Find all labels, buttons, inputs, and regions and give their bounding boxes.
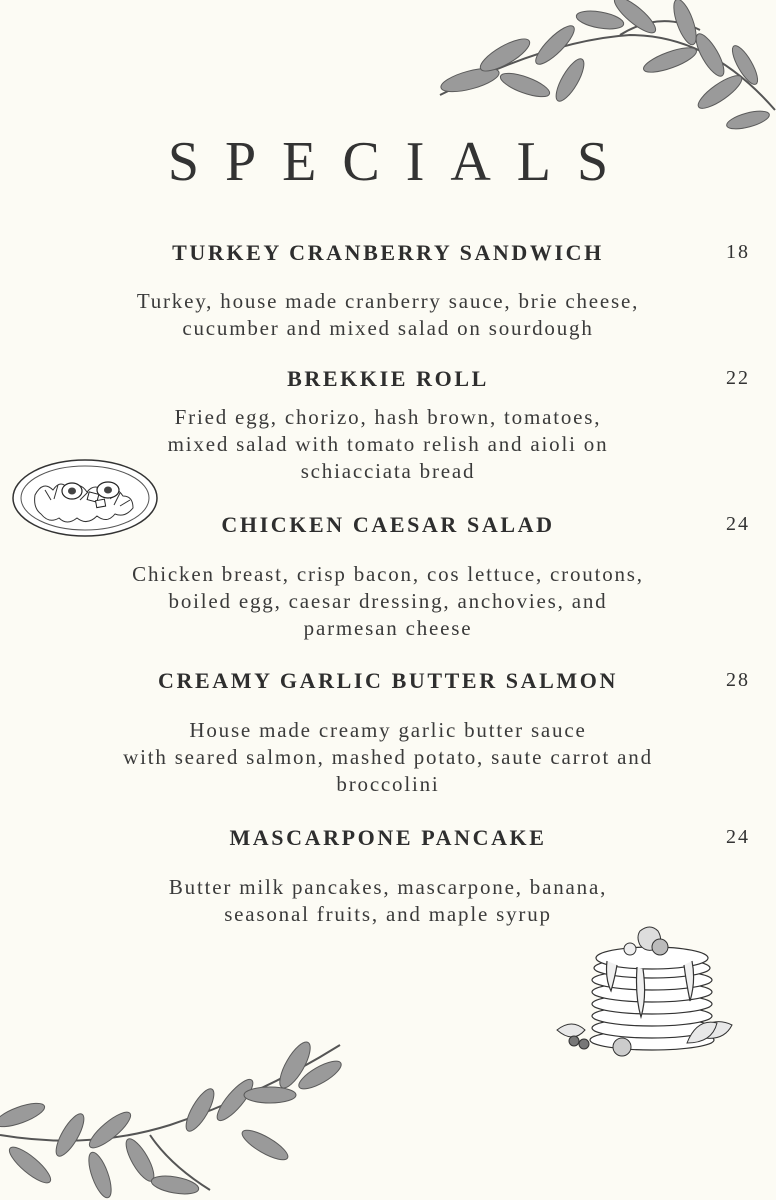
description-line: Chicken breast, crisp bacon, cos lettuce, croutons, <box>132 562 644 586</box>
description-line: parmesan cheese <box>303 616 473 640</box>
item-name: TURKEY CRANBERRY SANDWICH <box>172 240 604 265</box>
item-price: 22 <box>726 367 750 389</box>
item-description <box>60 288 716 342</box>
item-name: CHICKEN CAESAR SALAD <box>221 512 555 537</box>
pancake-stack-icon <box>552 925 747 1060</box>
item-description <box>60 717 716 798</box>
item-price: 18 <box>726 241 750 263</box>
item-description <box>60 874 716 928</box>
page-title: SPECIALS <box>167 131 635 193</box>
description-line: Fried egg, chorizo, hash brown, tomatoes, <box>174 405 602 429</box>
item-name: BREKKIE ROLL <box>287 366 489 391</box>
leaf-branch-icon <box>0 1025 345 1200</box>
description-line: with seared salmon, mashed potato, saute carrot and <box>123 745 653 769</box>
description-line: boiled egg, caesar dressing, anchovies, and <box>168 589 608 613</box>
description-line: Butter milk pancakes, mascarpone, banana, <box>168 875 608 899</box>
item-price: 24 <box>726 513 750 535</box>
item-description <box>60 561 716 642</box>
description-line: schiacciata bread <box>300 459 476 483</box>
description-line: seasonal fruits, and maple syrup <box>224 902 552 926</box>
item-price: 24 <box>726 826 750 848</box>
description-line: broccolini <box>336 772 440 796</box>
leaf-branch-icon <box>430 0 776 135</box>
description-line: mixed salad with tomato relish and aioli on <box>167 432 609 456</box>
item-price: 28 <box>726 669 750 691</box>
description-line: cucumber and mixed salad on sourdough <box>182 316 594 340</box>
description-line: Turkey, house made cranberry sauce, brie cheese, <box>136 289 640 313</box>
item-name: CREAMY GARLIC BUTTER SALMON <box>158 668 618 693</box>
description-line: House made creamy garlic butter sauce <box>189 718 587 742</box>
item-name: MASCARPONE PANCAKE <box>229 825 547 850</box>
